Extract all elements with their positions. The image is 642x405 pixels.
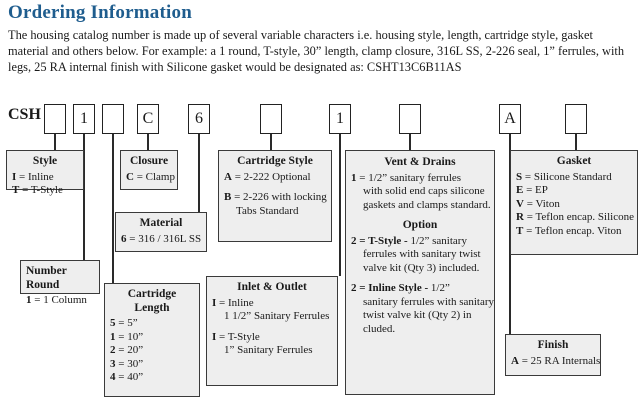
- finish-box: [505, 334, 601, 376]
- connector-cartridge-length: [112, 134, 114, 283]
- style-option-inline: I = Inline: [12, 170, 54, 183]
- inlet-option-tstyle: I = T-Style: [212, 330, 260, 343]
- cartridge-option-a: A = 2-222 Optional: [224, 170, 311, 183]
- cartridge-option-b-detail: Tabs Standard: [236, 204, 299, 217]
- cartridge-style-heading: Cartridge Style: [237, 155, 313, 167]
- vent-option-tstyle: 2 = T-Style - 1/2” sanitary: [351, 234, 467, 247]
- connector-gasket: [575, 134, 577, 150]
- code-slot-number-round: 1: [73, 104, 95, 134]
- length-option-40: 4 = 40”: [110, 371, 144, 383]
- gasket-option-silicone: S = Silicone Standard: [516, 170, 612, 183]
- connector-cartridge-style: [270, 134, 272, 150]
- closure-box: [120, 150, 178, 190]
- cartridge-length-heading: Cartridge Length: [127, 288, 177, 314]
- vent-option-inline: 2 = Inline Style - 1/2”: [351, 282, 450, 294]
- length-option-20: 2 = 20”: [110, 344, 144, 356]
- gasket-heading: Gasket: [556, 155, 592, 167]
- code-slot-closure: C: [137, 104, 159, 134]
- inlet-option-tstyle-detail: 1” Sanitary Ferrules: [224, 344, 313, 356]
- inlet-outlet-box: [206, 276, 338, 386]
- vent-option-tstyle-detail-1: ferrules with sanitary twist: [363, 248, 481, 260]
- cartridge-option-b: B = 2-226 with locking: [224, 191, 327, 203]
- cartridge-style-box: [218, 150, 332, 242]
- vent-drains-box: [345, 150, 495, 395]
- material-box: [115, 212, 207, 252]
- number-round-option: 1 = 1 Column: [26, 294, 87, 306]
- vent-option-1: 1 = 1/2” sanitary ferrules: [351, 171, 462, 184]
- connector-closure: [147, 134, 149, 150]
- code-slot-vent-drains: [399, 104, 421, 134]
- style-box: [6, 150, 84, 196]
- material-heading: Material: [139, 217, 183, 229]
- inlet-option-inline-detail: 1 1/2” Sanitary Ferrules: [224, 310, 330, 322]
- page-title: Ordering Information: [8, 2, 192, 23]
- number-round-box: [20, 260, 100, 306]
- gasket-box: [510, 150, 638, 255]
- vent-option-inline-detail-2: twist valve kit (Qty 2) in: [363, 309, 472, 321]
- code-slot-inlet-outlet: 1: [329, 104, 351, 134]
- code-slot-cartridge-style: [260, 104, 282, 134]
- length-option-10: 1 = 10”: [110, 330, 144, 343]
- style-heading: Style: [32, 155, 58, 167]
- vent-option-heading: Option: [402, 219, 438, 231]
- number-round-heading: Number Round: [26, 265, 67, 291]
- gasket-option-teflon-silicone: R = Teflon encap. Silicone: [516, 211, 634, 223]
- code-slot-style: [44, 104, 66, 134]
- finish-heading: Finish: [537, 339, 569, 351]
- cartridge-length-box: [104, 283, 200, 397]
- closure-heading: Closure: [129, 155, 169, 167]
- connector-material: [198, 134, 200, 212]
- code-slot-material: 6: [188, 104, 210, 134]
- intro-paragraph: The housing catalog number is made up of several variable characters i.e. housing style, length, cartridge style, gasket material and others below. For example: a 1 round, T-style, 30” length, clamp closure, 316L SS, 2-226 seal, 1” ferrules, with legs, 25 RA internal finish with Silicone gasket would be designated as: CSHT13C6B11AS: [8, 28, 625, 74]
- gasket-option-teflon-viton: T = Teflon encap. Viton: [516, 224, 622, 237]
- vent-option-1-detail-2: gaskets and clamps standard.: [363, 198, 491, 211]
- finish-option-25ra: A = 25 RA Internals: [511, 354, 601, 367]
- gasket-option-viton: V = Viton: [516, 197, 560, 210]
- style-option-tstyle: T = T-Style: [12, 184, 63, 196]
- length-option-5: 5 = 5”: [110, 317, 138, 329]
- vent-option-tstyle-detail-2: valve kit (Qty 3) included.: [363, 261, 480, 274]
- vent-option-1-detail-1: with solid end caps silicone: [363, 185, 485, 197]
- connector-inlet-outlet: [339, 134, 341, 276]
- gasket-option-ep: E = EP: [516, 184, 548, 196]
- connector-style: [54, 134, 56, 150]
- connector-vent-drains: [409, 134, 411, 150]
- code-slot-gasket: [565, 104, 587, 134]
- inlet-outlet-heading: Inlet & Outlet: [237, 281, 307, 293]
- closure-option-clamp: C = Clamp: [126, 170, 175, 183]
- material-option-316: 6 = 316 / 316L SS: [121, 232, 202, 245]
- code-slot-cartridge-length: [102, 104, 124, 134]
- vent-option-inline-detail-3: cluded.: [363, 322, 396, 335]
- inlet-option-inline: I = Inline: [212, 296, 254, 309]
- code-prefix: CSH: [8, 106, 41, 123]
- code-slot-finish: A: [499, 104, 521, 134]
- vent-option-inline-detail-1: sanitary ferrules with sanitary: [363, 295, 495, 308]
- vent-drains-heading: Vent & Drains: [384, 156, 456, 168]
- length-option-30: 3 = 30”: [110, 357, 144, 370]
